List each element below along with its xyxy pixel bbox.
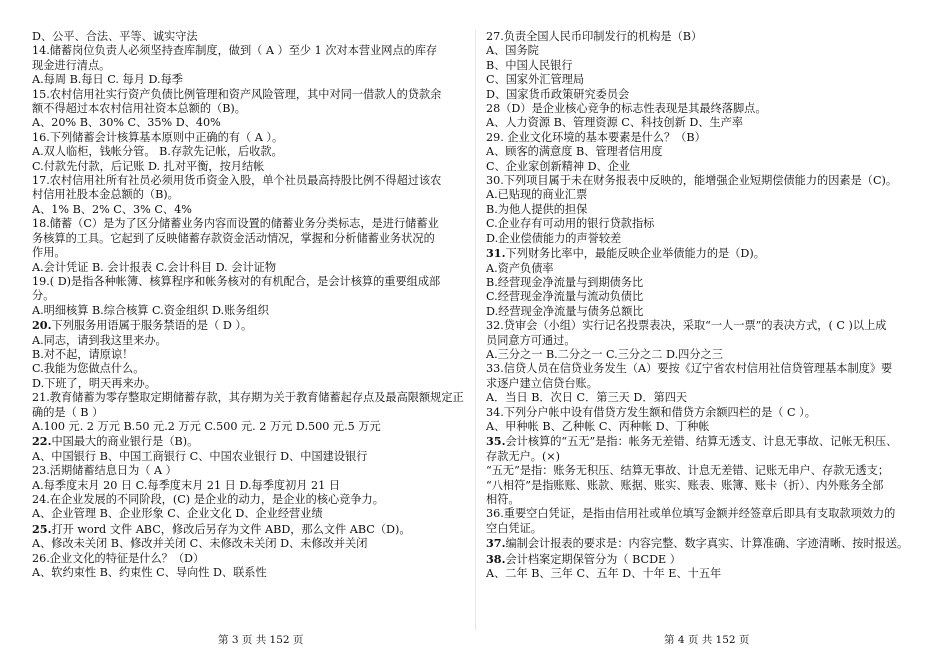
text-line: 37.编制会计报表的要求是：内容完整、数字真实、计算准确、字迹清晰、按时报送。 xyxy=(486,536,909,551)
text-line: 35.会计核算的“五无”是指：帐务无差错、结算无透支、计息无事故、记帐无积压、 xyxy=(486,434,898,449)
text-line: A.同志，请到我这里来办。 xyxy=(32,333,167,347)
text-line: A.明细核算 B.综合核算 C.资金组织 D.账务组织 xyxy=(32,303,269,317)
text-line: B.经营现金净流量与到期债务比 xyxy=(486,275,644,289)
text-line: 18.储蓄（C）是为了区分储蓄业务内容而设置的储蓄业务分类标志，是进行储蓄业 xyxy=(32,217,439,231)
text-line: D.下班了，明天再来办。 xyxy=(32,376,157,390)
column-gap xyxy=(475,30,476,630)
question-number: 22. xyxy=(32,434,52,449)
text-line: C、企业家创新精神 D、企业 xyxy=(486,159,631,173)
text-line: D.企业偿债能力的声誉较差 xyxy=(486,231,622,245)
text-line: “五无”是指：账务无积压、结算无事故、计息无差错、记账无串户、存款无透支； xyxy=(486,464,890,478)
text-line: B.为他人提供的担保 xyxy=(486,202,588,216)
text-line: D、国家货币政策研究委员会 xyxy=(486,87,630,101)
text-line: 14.储蓄岗位负责人必须坚持查库制度，做到（ A ）至少 1 次对本营业网点的库存 xyxy=(32,44,438,58)
text-line: 额不得超过本农村信用社资本总额的（B)。 xyxy=(32,102,246,116)
text-line: A、1% B、2% C、3% C、4% xyxy=(32,202,192,216)
left-column xyxy=(32,30,469,580)
text-line: 30.下列项目属于未在财务报表中反映的，能增强企业短期偿债能力的因素是（C)。 xyxy=(486,174,898,188)
text-line: A、20% B、30% C、35% D、40% xyxy=(32,116,221,130)
text-line: C.企业存有可动用的银行贷款指标 xyxy=(486,217,655,231)
text-line: A、国务院 xyxy=(486,44,539,58)
text-line: 22.中国最大的商业银行是（B)。 xyxy=(32,434,199,449)
text-line: A.100 元. 2 万元 B.50 元.2 万元 C.500 元. 2 万元 D.500 元.5 万元 xyxy=(32,419,381,433)
text-line: A.每周 B.每日 C. 每月 D.每季 xyxy=(32,73,183,87)
text-line: 24.在企业发展的不同阶段，(C) 是企业的动力，是企业的核心竞争力。 xyxy=(32,493,384,506)
text-line: A、人力资源 B、管理资源 C、科技创新 D、生产率 xyxy=(486,116,744,130)
text-line: 26.企业文化的特征是什么？（D） xyxy=(32,551,205,565)
text-line: A.资产负债率 xyxy=(486,261,554,275)
text-line: A、二年 B、三年 C、五年 D、十年 E、十五年 xyxy=(486,567,722,581)
text-line: A、顾客的满意度 B、管理者信用度 xyxy=(486,145,663,159)
text-line: A、中国银行 B、中国工商银行 C、中国农业银行 D、中国建设银行 xyxy=(32,449,368,463)
text-line: 25.打开 word 文件 ABC，修改后另存为文件 ABD，那么文件 ABC（D)。 xyxy=(32,521,411,536)
text-line: A．当日 B．次日 C．第三天 D．第四天 xyxy=(486,391,688,405)
question-number: 35. xyxy=(486,434,506,449)
text-line: C、国家外汇管理局 xyxy=(486,73,585,87)
text-line: A.每季度末月 20 日 C.每季度末月 21 日 D.每季度初月 21 日 xyxy=(32,478,341,492)
text-line: A、修改未关闭 B、修改并关闭 C、未修改未关闭 D、未修改并关闭 xyxy=(32,537,368,551)
text-line: 21.教育储蓄为零存整取定期储蓄存款，其存期为关于教育储蓄起存点及最高限额规定正 xyxy=(32,391,464,405)
text-line: 作用。 xyxy=(32,246,66,260)
text-line: 空白凭证。 xyxy=(486,521,542,535)
question-number: 20. xyxy=(32,318,52,333)
text-line: 20.下列服务用语属于服务禁语的是（ D ）。 xyxy=(32,318,253,333)
text-line: A.已贴现的商业汇票 xyxy=(486,188,588,202)
text-line: 28（D）是企业核心竞争的标志性表现是其最终落脚点。 xyxy=(486,102,767,116)
text-line: C.我能为您做点什么。 xyxy=(32,362,145,376)
text-line: 36.重要空白凭证，是指由信用社或单位填写金额并经签章后即具有支取款项效力的 xyxy=(486,507,896,521)
text-line: A.双人临柜，钱帐分管。 B.存款先记帐，后收款。 xyxy=(32,145,283,159)
text-line: 29. 企业文化环境的基本要素是什么？（B） xyxy=(486,130,706,144)
text-line: 分。 xyxy=(32,289,55,303)
text-line: 16.下列储蓄会计核算基本原则中正确的有（ A ）。 xyxy=(32,130,284,144)
text-line: 17.农村信用社所有社员必须用货币资金入股，单个社员最高持股比例不得超过该农 xyxy=(32,174,442,188)
text-line: 求逐户建立信贷台账。 xyxy=(486,376,598,390)
text-line: D、公平、合法、平等、诚实守法 xyxy=(32,30,198,43)
text-line: B.对不起，请原谅！ xyxy=(32,347,134,361)
text-line: A.会计凭证 B. 会计报表 C.会计科目 D. 会计证物 xyxy=(32,260,277,274)
text-line: 23.活期储蓄结息日为（ A ） xyxy=(32,464,177,478)
text-line: 务核算的工具。它起到了反映储蓄存款资金活动情况，掌握和分析储蓄业务状况的 xyxy=(32,231,435,245)
right-column xyxy=(486,30,923,581)
question-number: 25. xyxy=(32,521,52,536)
question-number: 38. xyxy=(486,551,506,566)
text-line: “八相符”是指账账、账款、账据、账实、账表、账簿、账卡（折）、内外账务全部 xyxy=(486,478,884,492)
text-line: 村信用社股本金总额的（B)。 xyxy=(32,188,179,202)
text-line: 15.农村信用社实行资产负债比例管理和资产风险管理，其中对同一借款人的贷款余 xyxy=(32,87,442,101)
text-line: A、企业管理 B、企业形象 C、企业文化 D、企业经营业绩 xyxy=(32,507,323,521)
text-line: A.三分之一 B.二分之一 C.三分之二 D.四分之三 xyxy=(486,347,723,361)
text-line: 19.( D)是指各种帐簿、核算程序和帐务核对的有机配合，是会计核算的重要组成部 xyxy=(32,274,441,288)
text-line: 33.信贷人员在信贷业务发生（A）要按《辽宁省农村信用社信贷管理基本制度》要 xyxy=(486,362,893,376)
page-footer-left: 第 3 页 共 152 页 xyxy=(218,634,304,646)
question-number: 31. xyxy=(486,246,506,261)
text-line: D.经营现金净流量与债务总额比 xyxy=(486,304,644,318)
text-line: 存款无户。(×) xyxy=(486,449,561,463)
text-line: 员同意方可通过。 xyxy=(486,333,576,347)
text-line: 31.下列财务比率中，最能反映企业举债能力的是（D)。 xyxy=(486,246,765,261)
text-line: 38.会计档案定期保管分为（ BCDE ） xyxy=(486,551,681,566)
text-line: A、软约束性 B、约束性 C、导向性 D、联系性 xyxy=(32,566,267,580)
text-line: C.付款先付款，后记账 D. 扎对平衡，按月结帐 xyxy=(32,159,265,173)
text-line: C.经营现金净流量与流动负债比 xyxy=(486,290,644,304)
page-footer-right: 第 4 页 共 152 页 xyxy=(664,634,750,646)
text-line: 现金进行清点。 xyxy=(32,58,111,72)
text-line: 32.贷审会（小组）实行记名投票表决，采取“一人一票”的表决方式，( C )以上成 xyxy=(486,319,887,333)
text-line: 相符。 xyxy=(486,493,520,506)
question-number: 37. xyxy=(486,536,506,551)
text-line: 确的是（ B ） xyxy=(32,405,104,419)
text-line: 27.负责全国人民币印制发行的机构是（B） xyxy=(486,30,703,43)
text-line: 34.下列分户帐中设有借贷方发生额和借贷方余额四栏的是（ C ）。 xyxy=(486,405,816,419)
text-line: A、甲种帐 B、乙种帐 C、丙种帐 D、丁种帐 xyxy=(486,419,710,433)
text-line: B、中国人民银行 xyxy=(486,58,573,72)
